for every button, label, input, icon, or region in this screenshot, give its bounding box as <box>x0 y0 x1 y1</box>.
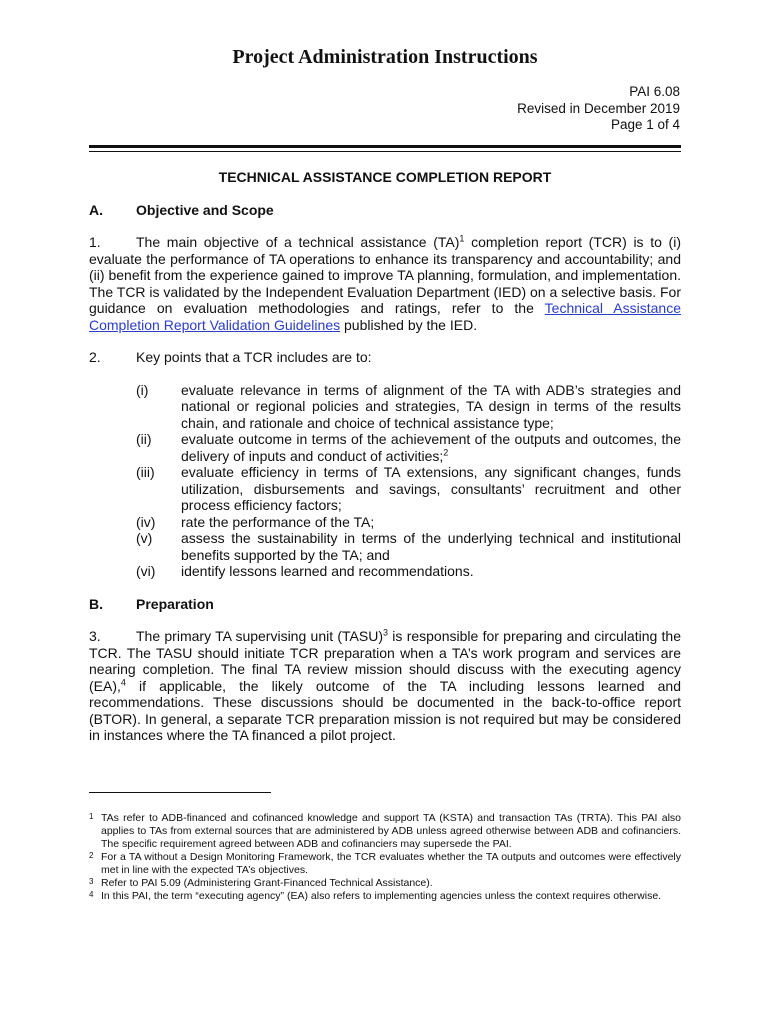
footnotes <box>89 812 681 903</box>
footnote-ref[interactable]: 3 <box>383 627 389 638</box>
list-item-number: (vi) <box>136 563 156 579</box>
list-item-number: (iv) <box>136 513 156 530</box>
footnote-separator <box>89 792 271 793</box>
list-item <box>89 464 681 514</box>
list-item-number: (v) <box>136 530 153 546</box>
paragraph-number: 3. <box>89 628 101 644</box>
list-item-text: identify lessons learned and recommendations. <box>181 563 474 579</box>
tcr-guidelines-link[interactable]: Technical Assistance Completion Report Validation Guidelines <box>89 300 681 333</box>
document-meta <box>517 84 680 134</box>
document-body <box>89 169 681 760</box>
footnote-ref[interactable]: 4 <box>120 676 126 687</box>
paragraph-text: is responsible for preparing and circulating the TCR. The TASU should initiate TCR preparation when a TA’s work program and services are nearing completion. The final TA review mission should discuss with the executing agency (EA), <box>89 628 682 694</box>
list-item <box>89 530 681 563</box>
footnote-number: 4 <box>89 890 94 899</box>
section-letter: B. <box>89 595 103 612</box>
section-letter: A. <box>89 201 103 218</box>
report-heading: TECHNICAL ASSISTANCE COMPLETION REPORT <box>218 169 552 185</box>
key-points-list <box>89 382 681 580</box>
footnote-text: Refer to PAI 5.09 (Administering Grant-Financed Technical Assistance). <box>101 877 433 889</box>
paragraph-text: The primary TA supervising unit (TASU) <box>136 628 384 644</box>
section-b-heading <box>89 596 681 613</box>
revision-date: Revised in December 2019 <box>517 100 680 116</box>
header-rule-thick <box>89 145 681 148</box>
section-title: Objective and Scope <box>136 201 274 218</box>
document-title: Project Administration Instructions <box>232 46 538 68</box>
footnote-text: For a TA without a Design Monitoring Framework, the TCR evaluates whether the TA outputs and outcomes were effectively met in line with the expected TA’s objectives. <box>101 851 681 876</box>
section-a-heading <box>89 202 681 219</box>
paragraph-number: 1. <box>89 234 101 250</box>
paragraph-text: if applicable, the likely outcome of the TA including lessons learned and recommendations. These discussions should be documented in the back-to-office report (BTOR). In general, a separate TCR preparation mission is not required but may be considered in instances where the TA financed a pilot project. <box>89 677 681 743</box>
header-rule-thin <box>89 151 681 152</box>
list-item <box>89 563 681 580</box>
page-number: Page 1 of 4 <box>610 117 680 132</box>
paragraph-3 <box>89 628 681 744</box>
footnote-ref[interactable]: 2 <box>443 446 449 457</box>
paragraph-2 <box>89 349 681 366</box>
list-item <box>89 431 681 464</box>
footnote <box>89 877 681 890</box>
footnote-number: 1 <box>89 812 94 821</box>
footnote-text: TAs refer to ADB-financed and cofinanced knowledge and support TA (KSTA) and transaction TAs (TRTA). This PAI also applies to TAs from external sources that are administered by ADB unless agreed otherwise between ADB and cofinanciers. The specific requirement agreed between ADB and cofinanciers may supersede the PAI. <box>101 812 681 850</box>
footnote <box>89 812 681 851</box>
section-title: Preparation <box>136 595 214 612</box>
list-item-number: (ii) <box>136 431 152 447</box>
footnote-number: 3 <box>89 877 94 886</box>
list-item-text: rate the performance of the TA; <box>181 513 375 530</box>
footnote-ref[interactable]: 1 <box>459 233 465 244</box>
list-item-text: evaluate efficiency in terms of TA extensions, any significant changes, funds utilization, disbursements and savings, consultants’ recruitment and other process efficiency factors; <box>181 464 681 513</box>
footnote-text: In this PAI, the term “executing agency” (EA) also refers to implementing agencies unless the context requires otherwise. <box>101 890 662 902</box>
footnote-number: 2 <box>89 851 94 860</box>
list-item-text <box>181 431 681 464</box>
list-item-number: (iii) <box>136 464 155 480</box>
paragraph-text: The main objective of a technical assistance (TA) <box>136 234 460 250</box>
paragraph-text: published by the IED. <box>340 316 478 333</box>
paragraph-number: 2. <box>89 349 101 365</box>
footnote <box>89 890 681 903</box>
list-item-body: evaluate outcome in terms of the achievement of the outputs and outcomes, the delivery of inputs and conduct of activities; <box>181 431 681 464</box>
list-item <box>89 382 681 432</box>
paragraph-1 <box>89 234 681 333</box>
list-item-text: assess the sustainability in terms of the underlying technical and institutional benefits supported by the TA; and <box>181 530 681 563</box>
list-item-number: (i) <box>136 381 149 398</box>
footnote <box>89 851 681 877</box>
list-item-text: evaluate relevance in terms of alignment of the TA with ADB’s strategies and national or regional policies and strategies, TA design in terms of the results chain, and rationale and choice of technical assistance type; <box>181 381 681 431</box>
list-item <box>89 514 681 531</box>
paragraph-text: completion report (TCR) is to (i) evaluate the performance of TA operations to enhance its transparency and accountability; and (ii) benefit from the experience gained to improve TA planning, formulation, and implementation. The TCR is validated by the Independent Evaluation Department (IED) on a selective basis. For guidance on evaluation methodologies and ratings, refer to the <box>89 234 681 316</box>
paragraph-text: Key points that a TCR includes are to: <box>136 349 372 365</box>
pai-number: PAI 6.08 <box>629 84 680 99</box>
